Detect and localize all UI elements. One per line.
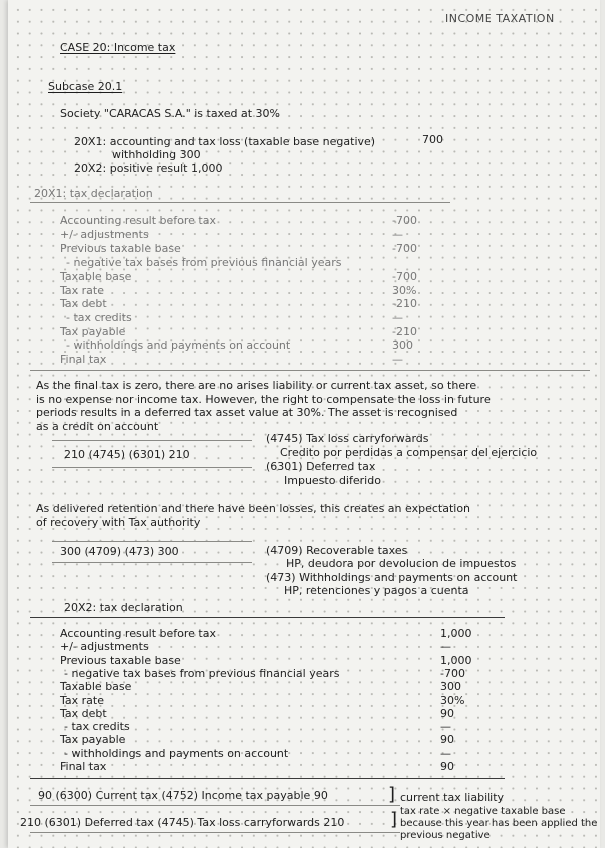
- entry3-rule: [30, 805, 400, 806]
- decl2-row-value: 90: [440, 760, 454, 773]
- decl1-row-label: - negative tax bases from previous financial years: [66, 255, 342, 269]
- decl2-row-value: -700: [440, 666, 465, 680]
- entry1-account-line: Impuesto diferido: [284, 474, 381, 487]
- entry2-bottom-rule: [52, 562, 252, 563]
- entry1-top-rule: [52, 440, 252, 441]
- decl2-row-label: Tax payable: [60, 733, 126, 747]
- decl1-row-label: Previous taxable base: [60, 241, 181, 255]
- case-title: CASE 20: Income tax: [60, 41, 176, 54]
- paragraph-1-line: is no expense nor income tax. However, the right to compensate the loss in future: [36, 392, 491, 406]
- decl2-row-label: Final tax: [60, 760, 107, 773]
- decl2-row-value: 1,000: [440, 653, 472, 667]
- decl1-row-value: —: [392, 227, 403, 241]
- entry4-note-line: because this year has been applied the: [400, 818, 598, 829]
- decl2-row-label: Accounting result before tax: [60, 627, 216, 640]
- decl2-row-value: —: [440, 746, 451, 760]
- subcase-title: Subcase 20.1: [48, 80, 123, 93]
- paragraph-1-line: periods results in a deferred tax asset value at 30%. The asset is recognised: [36, 406, 458, 420]
- decl1-row-label: Taxable base: [60, 269, 132, 283]
- decl1-row-label: Accounting result before tax: [60, 214, 216, 227]
- entry1-account-line: Credito por perdidas a compensar del ejercicio: [280, 446, 538, 459]
- decl2-row-value: 1,000: [440, 627, 472, 640]
- decl2-row-label: - tax credits: [64, 720, 130, 734]
- notebook-page: [8, 0, 600, 848]
- decl2-row-value: 90: [440, 733, 454, 747]
- decl2-row-value: —: [440, 640, 451, 654]
- decl2-row-value: 30%: [440, 693, 465, 707]
- decl1-title: 20X1: tax declaration: [34, 187, 153, 200]
- entry4-note-line: previous negative: [400, 830, 490, 841]
- decl2-row-label: Taxable base: [60, 680, 132, 694]
- entry2-account-line: HP, retenciones y pagos a cuenta: [284, 584, 469, 597]
- decl1-row-value: —: [392, 311, 403, 325]
- decl2-row-label: Tax debt: [60, 706, 107, 720]
- decl1-row-value: -210: [392, 297, 417, 311]
- entry2-top-rule: [52, 541, 252, 542]
- paragraph-1-line: As the final tax is zero, there are no arises liability or current tax asset, so there: [36, 379, 477, 392]
- decl2-row-value: 300: [440, 680, 461, 694]
- entry1-bottom-rule: [52, 467, 252, 468]
- decl2-row-label: +/- adjustments: [60, 640, 149, 654]
- entry3-text: 90 (6300) Current tax (4752) Income tax payable 90: [38, 789, 328, 802]
- decl1-end-rule: [30, 370, 590, 371]
- decl2-row-label: Previous taxable base: [60, 653, 181, 667]
- decl1-row-label: Tax payable: [60, 325, 126, 339]
- intro-line-1: 20X1: accounting and tax loss (taxable base negative): [74, 135, 376, 148]
- decl2-row-value: —: [440, 720, 451, 734]
- entry2-account-line: HP, deudora por devolucion de impuestos: [286, 557, 517, 570]
- paragraph-1-line: as a credit on account: [36, 419, 159, 433]
- decl2-title-rule: [30, 617, 505, 618]
- entry2-left: 300 (4709) (473) 300: [60, 545, 179, 558]
- intro-line-3: 20X2: positive result 1,000: [74, 162, 223, 175]
- intro-statement: Society "CARACAS S.A." is taxed at 30%: [60, 107, 280, 120]
- entry2-account-line: (473) Withholdings and payments on account: [266, 571, 518, 584]
- decl1-row-label: Tax debt: [60, 297, 107, 311]
- decl1-row-label: Tax rate: [60, 283, 104, 297]
- intro-line-1-value: 700: [422, 133, 443, 146]
- entry1-left: 210 (4745) (6301) 210: [64, 448, 190, 461]
- entry4-rule: [30, 832, 400, 833]
- decl2-end-rule: [30, 778, 505, 779]
- entry4-note-line: tax rate × negative taxable base: [400, 806, 566, 817]
- decl1-row-value: —: [392, 353, 403, 366]
- decl1-row-value: -700: [392, 241, 417, 255]
- entry2-account-line: (4709) Recoverable taxes: [266, 544, 408, 557]
- entry1-account-line: (4745) Tax loss carryforwards: [266, 432, 429, 445]
- entry1-account-line: (6301) Deferred tax: [266, 460, 376, 473]
- paragraph-2-line: of recovery with Tax authority: [36, 516, 201, 529]
- decl1-row-label: - withholdings and payments on account: [66, 339, 291, 353]
- decl2-row-value: 90: [440, 706, 454, 720]
- decl2-row-label: - withholdings and payments on account: [64, 746, 289, 760]
- page-header-title: INCOME TAXATION: [445, 12, 555, 25]
- entry3-bracket: ]: [388, 784, 396, 805]
- entry3-note: current tax liability: [400, 791, 505, 804]
- decl1-row-value: 30%: [392, 283, 417, 297]
- decl2-row-label: Tax rate: [60, 693, 104, 707]
- decl1-row-label: +/- adjustments: [60, 227, 149, 241]
- decl1-row-value: -700: [392, 214, 417, 227]
- decl1-title-rule: [30, 202, 450, 203]
- entry4-text: 210 (6301) Deferred tax (4745) Tax loss carryforwards 210: [20, 816, 345, 829]
- intro-line-2: withholding 300: [112, 148, 201, 161]
- decl2-title: 20X2: tax declaration: [64, 601, 183, 614]
- decl1-row-value: -700: [392, 269, 417, 283]
- decl1-row-label: Final tax: [60, 353, 107, 366]
- decl1-row-label: - tax credits: [66, 311, 132, 325]
- decl1-row-value: -210: [392, 325, 417, 339]
- decl1-row-value: 300: [392, 339, 413, 353]
- paragraph-2-line: As delivered retention and there have been losses, this creates an expectation: [36, 502, 471, 515]
- entry4-bracket: ]: [390, 809, 398, 830]
- decl2-row-label: - negative tax bases from previous financial years: [64, 666, 340, 680]
